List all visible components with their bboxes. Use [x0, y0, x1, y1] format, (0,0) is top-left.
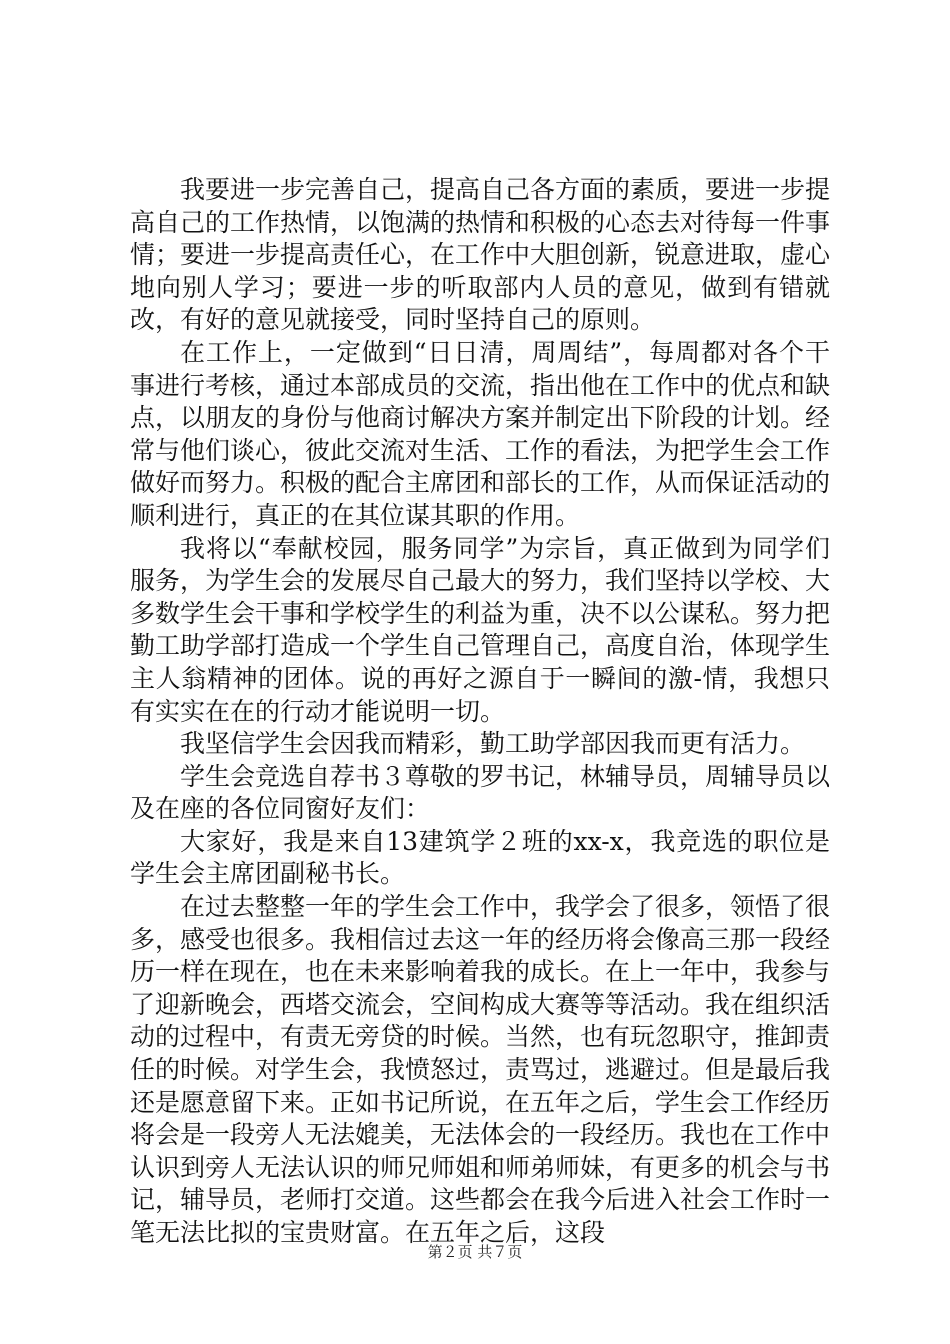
- paragraph-1: 我要进一步完善自己，提高自己各方面的素质，要进一步提高自己的工作热情，以饱满的热情和积极的心态去对待每一件事情；要进一步提高责任心，在工作中大胆创新，锐意进取，虚心地向别人学习；要进一步的听取部内人员的意见，做到有错就改，有好的意见就接受，同时坚持自己的原则。: [130, 175, 831, 335]
- paragraph-3: 我将以“奉献校园，服务同学”为宗旨，真正做到为同学们服务，为学生会的发展尽自己最大的努力，我们坚持以学校、大多数学生会干事和学校学生的利益为重，决不以公谋私。努力把勤工助学部打造成一个学生自己管理自己，高度自治，体现学生主人翁精神的团体。说的再好之源自于一瞬间的激-情，我想只有实实在在的行动才能说明一切。: [130, 533, 831, 726]
- page-number-footer: 第２页 共７页: [427, 1243, 523, 1261]
- paragraph-4: 我坚信学生会因我而精彩，勤工助学部因我而更有活力。: [180, 729, 806, 759]
- paragraph-5: 学生会竞选自荐书３尊敬的罗书记，林辅导员，周辅导员以及在座的各位同窗好友们：: [130, 761, 831, 824]
- paragraph-6: 大家好，我是来自13建筑学２班的xx-x，我竞选的职位是学生会主席团副秘书长。: [130, 826, 830, 889]
- body-text: [130, 174, 830, 1250]
- paragraph-2: 在工作上，一定做到“日日清，周周结”，每周都对各个干事进行考核，通过本部成员的交流，指出他在工作中的优点和缺点，以朋友的身份与他商讨解决方案并制定出下阶段的计划。经常与他们谈心，彼此交流对生活、工作的看法，为把学生会工作做好而努力。积极的配合主席团和部长的工作，从而保证活动的顺利进行，真正的在其位谋其职的作用。: [130, 337, 831, 530]
- paragraph-7: 在过去整整一年的学生会工作中，我学会了很多，领悟了很多，感受也很多。我相信过去这一年的经历将会像高三那一段经历一样在现在，也在未来影响着我的成长。在上一年中，我参与了迎新晚会，西塔交流会，空间构成大赛等等活动。我在组织活动的过程中，有责无旁贷的时候。当然，也有玩忽职守，推卸责任的时候。对学生会，我愤怒过，责骂过，逃避过。但是最后我还是愿意留下来。正如书记所说，在五年之后，学生会工作经历将会是一段旁人无法媲美，无法体会的一段经历。我也在工作中认识到旁人无法认识的师兄师姐和师弟师妹，有更多的机会与书记，辅导员，老师打交道。这些都会在我今后进入社会工作时一笔无法比拟的宝贵财富。在五年之后，这段: [130, 892, 831, 1247]
